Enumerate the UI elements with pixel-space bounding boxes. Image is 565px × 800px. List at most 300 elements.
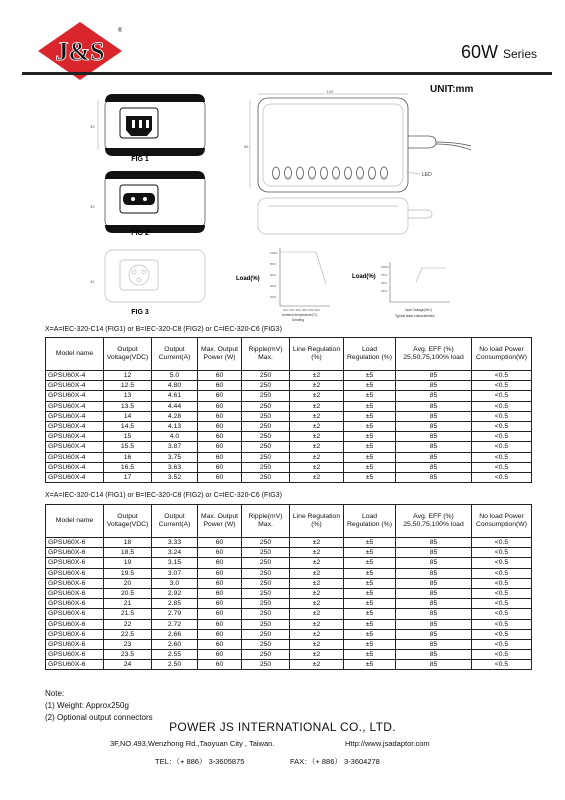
company-fax: FAX：（+ 886） 3-3604278	[290, 757, 380, 766]
header-voltage: Output Voltage(VDC)	[104, 505, 152, 538]
line-reg-cell: ±2	[290, 568, 344, 578]
model-cell: GPSU60X-4	[46, 381, 104, 391]
ripple-cell: 250	[242, 538, 290, 548]
current-cell: 3.33	[152, 538, 198, 548]
header-model: Model name	[46, 505, 104, 538]
table-row	[46, 568, 532, 578]
logo-text: J&S	[55, 37, 105, 66]
header-model: Model name	[46, 338, 104, 371]
table-row	[46, 538, 532, 548]
ripple-cell: 250	[242, 421, 290, 431]
table-row	[46, 371, 532, 381]
power-cell: 60	[198, 452, 242, 462]
eff-cell: 85	[396, 538, 472, 548]
ripple-cell: 250	[242, 578, 290, 588]
derating-ylabel: Load(%)	[236, 276, 260, 282]
static-ytick: 100%	[381, 265, 389, 269]
table-row	[46, 432, 532, 442]
power-cell: 60	[198, 599, 242, 609]
notes-title: Note:	[45, 689, 65, 698]
power-cell: 60	[198, 462, 242, 472]
load-reg-cell: ±5	[344, 639, 396, 649]
model-cell: GPSU60X-6	[46, 538, 104, 548]
fig1-label: FIG 1	[131, 156, 149, 163]
current-cell: 5.0	[152, 371, 198, 381]
eff-cell: 85	[396, 432, 472, 442]
noload-cell: <0.5	[472, 411, 532, 421]
current-cell: 4.28	[152, 411, 198, 421]
line-reg-cell: ±2	[290, 401, 344, 411]
header-current: Output Current(A)	[152, 505, 198, 538]
model-cell: GPSU60X-6	[46, 599, 104, 609]
ripple-cell: 250	[242, 371, 290, 381]
power-cell: 60	[198, 609, 242, 619]
line-reg-cell: ±2	[290, 558, 344, 568]
model-cell: GPSU60X-6	[46, 660, 104, 670]
voltage-cell: 20	[104, 578, 152, 588]
voltage-cell: 13	[104, 391, 152, 401]
derating-xticks: 10C 20C 30C 40C 50C 60C	[283, 308, 321, 312]
table-row	[46, 629, 532, 639]
table-row	[46, 639, 532, 649]
noload-cell: <0.5	[472, 442, 532, 452]
model-cell: GPSU60X-4	[46, 432, 104, 442]
model-cell: GPSU60X-6	[46, 588, 104, 598]
static-ytick: 50%	[381, 281, 388, 285]
fig2-dim: 33	[90, 204, 95, 209]
load-reg-cell: ±5	[344, 452, 396, 462]
header-line-reg: Line Regulation (%)	[290, 505, 344, 538]
current-cell: 3.15	[152, 558, 198, 568]
header-ripple: Ripple(mV) Max.	[242, 338, 290, 371]
derating-ytick: 40%	[270, 284, 277, 288]
current-cell: 4.61	[152, 391, 198, 401]
load-reg-cell: ±5	[344, 609, 396, 619]
header-line-reg: Line Regulation (%)	[290, 338, 344, 371]
ripple-cell: 250	[242, 452, 290, 462]
load-reg-cell: ±5	[344, 391, 396, 401]
current-cell: 3.63	[152, 462, 198, 472]
header-noload: No load Power Consumption(W)	[472, 505, 532, 538]
noload-cell: <0.5	[472, 660, 532, 670]
current-cell: 3.24	[152, 548, 198, 558]
noload-cell: <0.5	[472, 421, 532, 431]
current-cell: 4.80	[152, 381, 198, 391]
voltage-cell: 18	[104, 538, 152, 548]
table-row	[46, 401, 532, 411]
model-cell: GPSU60X-4	[46, 421, 104, 431]
model-cell: GPSU60X-4	[46, 452, 104, 462]
power-cell: 60	[198, 401, 242, 411]
header-power: Max. Output Power (W)	[198, 505, 242, 538]
static-ytick: 75%	[381, 273, 388, 277]
ripple-cell: 250	[242, 568, 290, 578]
load-reg-cell: ±5	[344, 558, 396, 568]
spec-table-1	[45, 337, 532, 483]
current-cell: 3.0	[152, 578, 198, 588]
derating-ytick: 60%	[270, 273, 277, 277]
line-reg-cell: ±2	[290, 432, 344, 442]
dim-height: 56	[244, 144, 249, 149]
table-row	[46, 578, 532, 588]
table-row	[46, 650, 532, 660]
dim-length: 100	[326, 89, 334, 94]
current-cell: 4.44	[152, 401, 198, 411]
voltage-cell: 24	[104, 660, 152, 670]
company-phone: TEL：（+ 886） 3-3605875	[155, 757, 245, 766]
load-reg-cell: ±5	[344, 432, 396, 442]
ripple-cell: 250	[242, 381, 290, 391]
eff-cell: 85	[396, 371, 472, 381]
load-reg-cell: ±5	[344, 411, 396, 421]
voltage-cell: 16	[104, 452, 152, 462]
noload-cell: <0.5	[472, 538, 532, 548]
noload-cell: <0.5	[472, 452, 532, 462]
eff-cell: 85	[396, 452, 472, 462]
derating-xlabel: Ambient temperature(°C)	[282, 313, 318, 317]
load-reg-cell: ±5	[344, 442, 396, 452]
derating-ytick: 20%	[270, 295, 277, 299]
load-reg-cell: ±5	[344, 548, 396, 558]
model-cell: GPSU60X-6	[46, 609, 104, 619]
noload-cell: <0.5	[472, 588, 532, 598]
power-cell: 60	[198, 442, 242, 452]
load-reg-cell: ±5	[344, 421, 396, 431]
line-reg-cell: ±2	[290, 442, 344, 452]
line-reg-cell: ±2	[290, 619, 344, 629]
line-reg-cell: ±2	[290, 391, 344, 401]
line-reg-cell: ±2	[290, 371, 344, 381]
power-cell: 60	[198, 538, 242, 548]
load-reg-cell: ±5	[344, 462, 396, 472]
current-cell: 2.72	[152, 619, 198, 629]
table-row	[46, 558, 532, 568]
eff-cell: 85	[396, 442, 472, 452]
ripple-cell: 250	[242, 599, 290, 609]
model-cell: GPSU60X-6	[46, 578, 104, 588]
power-cell: 60	[198, 568, 242, 578]
model-cell: GPSU60X-6	[46, 639, 104, 649]
voltage-cell: 14.5	[104, 421, 152, 431]
ripple-cell: 250	[242, 558, 290, 568]
adapter-top-view	[244, 89, 471, 192]
noload-cell: <0.5	[472, 639, 532, 649]
adapter-side-view	[258, 198, 432, 234]
model-cell: GPSU60X-4	[46, 472, 104, 482]
current-cell: 2.92	[152, 588, 198, 598]
model-cell: GPSU60X-6	[46, 629, 104, 639]
voltage-cell: 18.5	[104, 548, 152, 558]
table-row	[46, 421, 532, 431]
derating-title: Derating	[292, 318, 305, 322]
led-label: LED	[422, 172, 432, 178]
noload-cell: <0.5	[472, 401, 532, 411]
power-cell: 60	[198, 660, 242, 670]
power-cell: 60	[198, 619, 242, 629]
voltage-cell: 22.5	[104, 629, 152, 639]
table-row	[46, 462, 532, 472]
power-cell: 60	[198, 650, 242, 660]
voltage-cell: 15	[104, 432, 152, 442]
fig2-drawing	[90, 171, 205, 237]
mechanical-drawings	[90, 88, 550, 328]
table-row	[46, 452, 532, 462]
table-row	[46, 599, 532, 609]
voltage-cell: 23.5	[104, 650, 152, 660]
model-cell: GPSU60X-6	[46, 548, 104, 558]
current-cell: 2.66	[152, 629, 198, 639]
company-address: 3F,NO.493,Wenzhong Rd.,Taoyuan City , Taiwan.	[110, 739, 275, 748]
ripple-cell: 250	[242, 619, 290, 629]
table1-caption: X=A=IEC-320-C14 (FIG1) or B=IEC-320-C8 (FIG2) or C=IEC-320-C6 (FIG3)	[45, 326, 282, 333]
fig3-drawing	[90, 250, 205, 316]
table-header-row	[46, 505, 532, 538]
power-cell: 60	[198, 391, 242, 401]
header-eff: Avg. EFF (%) 25,50,75,100% load	[396, 505, 472, 538]
unit-label: UNIT:mm	[430, 84, 474, 95]
voltage-cell: 14	[104, 411, 152, 421]
model-cell: GPSU60X-4	[46, 462, 104, 472]
eff-cell: 85	[396, 391, 472, 401]
line-reg-cell: ±2	[290, 578, 344, 588]
company-name: POWER JS INTERNATIONAL CO., LTD.	[169, 720, 396, 734]
line-reg-cell: ±2	[290, 381, 344, 391]
company-website[interactable]: Http://www.jsadaptor.com	[345, 739, 430, 748]
header-noload: No load Power Consumption(W)	[472, 338, 532, 371]
noload-cell: <0.5	[472, 599, 532, 609]
noload-cell: <0.5	[472, 629, 532, 639]
load-reg-cell: ±5	[344, 660, 396, 670]
ripple-cell: 250	[242, 588, 290, 598]
load-reg-cell: ±5	[344, 619, 396, 629]
svg-text:®: ®	[118, 28, 122, 34]
line-reg-cell: ±2	[290, 411, 344, 421]
line-reg-cell: ±2	[290, 548, 344, 558]
eff-cell: 85	[396, 639, 472, 649]
eff-cell: 85	[396, 558, 472, 568]
power-cell: 60	[198, 421, 242, 431]
current-cell: 3.07	[152, 568, 198, 578]
line-reg-cell: ±2	[290, 609, 344, 619]
noload-cell: <0.5	[472, 432, 532, 442]
ripple-cell: 250	[242, 391, 290, 401]
voltage-cell: 21	[104, 599, 152, 609]
static-characteristics-graph	[352, 262, 450, 318]
power-cell: 60	[198, 472, 242, 482]
line-reg-cell: ±2	[290, 629, 344, 639]
eff-cell: 85	[396, 619, 472, 629]
noload-cell: <0.5	[472, 578, 532, 588]
header-ripple: Ripple(mV) Max.	[242, 505, 290, 538]
static-ylabel: Load(%)	[352, 274, 376, 280]
fig2-label: FIG 2	[131, 230, 149, 237]
note-item: (2) Optional output connectors	[45, 713, 153, 722]
current-cell: 2.79	[152, 609, 198, 619]
line-reg-cell: ±2	[290, 421, 344, 431]
table-row	[46, 660, 532, 670]
current-cell: 4.13	[152, 421, 198, 431]
eff-cell: 85	[396, 472, 472, 482]
line-reg-cell: ±2	[290, 588, 344, 598]
notes	[45, 688, 153, 724]
ripple-cell: 250	[242, 462, 290, 472]
table-row	[46, 391, 532, 401]
voltage-cell: 21.5	[104, 609, 152, 619]
line-reg-cell: ±2	[290, 650, 344, 660]
noload-cell: <0.5	[472, 371, 532, 381]
ripple-cell: 250	[242, 411, 290, 421]
power-cell: 60	[198, 371, 242, 381]
load-reg-cell: ±5	[344, 599, 396, 609]
ripple-cell: 250	[242, 442, 290, 452]
current-cell: 2.55	[152, 650, 198, 660]
table-row	[46, 588, 532, 598]
noload-cell: <0.5	[472, 462, 532, 472]
eff-cell: 85	[396, 548, 472, 558]
power-cell: 60	[198, 411, 242, 421]
ripple-cell: 250	[242, 650, 290, 660]
model-cell: GPSU60X-4	[46, 391, 104, 401]
static-title: Typical static characteristics	[395, 314, 435, 318]
line-reg-cell: ±2	[290, 538, 344, 548]
header-current: Output Current(A)	[152, 338, 198, 371]
load-reg-cell: ±5	[344, 371, 396, 381]
table-header-row	[46, 338, 532, 371]
voltage-cell: 13.5	[104, 401, 152, 411]
model-cell: GPSU60X-4	[46, 411, 104, 421]
power-cell: 60	[198, 629, 242, 639]
model-cell: GPSU60X-6	[46, 558, 104, 568]
table-row	[46, 411, 532, 421]
table-row	[46, 381, 532, 391]
ripple-cell: 250	[242, 609, 290, 619]
line-reg-cell: ±2	[290, 452, 344, 462]
voltage-cell: 19.5	[104, 568, 152, 578]
header-power: Max. Output Power (W)	[198, 338, 242, 371]
load-reg-cell: ±5	[344, 629, 396, 639]
load-reg-cell: ±5	[344, 578, 396, 588]
header-load-reg: Load Regulation (%)	[344, 505, 396, 538]
noload-cell: <0.5	[472, 391, 532, 401]
eff-cell: 85	[396, 599, 472, 609]
table-row	[46, 619, 532, 629]
current-cell: 4.0	[152, 432, 198, 442]
model-cell: GPSU60X-4	[46, 371, 104, 381]
noload-cell: <0.5	[472, 381, 532, 391]
power-cell: 60	[198, 381, 242, 391]
load-reg-cell: ±5	[344, 568, 396, 578]
voltage-cell: 16.5	[104, 462, 152, 472]
load-reg-cell: ±5	[344, 538, 396, 548]
load-reg-cell: ±5	[344, 588, 396, 598]
model-cell: GPSU60X-6	[46, 568, 104, 578]
ripple-cell: 250	[242, 432, 290, 442]
header-rule	[22, 72, 552, 75]
table-row	[46, 472, 532, 482]
voltage-cell: 12.5	[104, 381, 152, 391]
ripple-cell: 250	[242, 548, 290, 558]
power-cell: 60	[198, 548, 242, 558]
eff-cell: 85	[396, 609, 472, 619]
voltage-cell: 12	[104, 371, 152, 381]
series-title	[461, 42, 537, 63]
line-reg-cell: ±2	[290, 472, 344, 482]
line-reg-cell: ±2	[290, 462, 344, 472]
eff-cell: 85	[396, 401, 472, 411]
eff-cell: 85	[396, 650, 472, 660]
model-cell: GPSU60X-6	[46, 650, 104, 660]
voltage-cell: 23	[104, 639, 152, 649]
current-cell: 2.50	[152, 660, 198, 670]
fig3-dim: 33	[90, 279, 95, 284]
ripple-cell: 250	[242, 660, 290, 670]
power-cell: 60	[198, 588, 242, 598]
vent-slots	[273, 167, 388, 179]
table-row	[46, 609, 532, 619]
table-row	[46, 548, 532, 558]
ripple-cell: 250	[242, 401, 290, 411]
line-reg-cell: ±2	[290, 599, 344, 609]
noload-cell: <0.5	[472, 619, 532, 629]
power-cell: 60	[198, 432, 242, 442]
model-cell: GPSU60X-4	[46, 442, 104, 452]
eff-cell: 85	[396, 411, 472, 421]
ripple-cell: 250	[242, 629, 290, 639]
current-cell: 3.75	[152, 452, 198, 462]
line-reg-cell: ±2	[290, 639, 344, 649]
series-main: 60W	[460, 42, 498, 62]
fig1-dim: 33	[90, 124, 95, 129]
load-reg-cell: ±5	[344, 381, 396, 391]
noload-cell: <0.5	[472, 558, 532, 568]
eff-cell: 85	[396, 578, 472, 588]
load-reg-cell: ±5	[344, 401, 396, 411]
eff-cell: 85	[396, 462, 472, 472]
eff-cell: 85	[396, 588, 472, 598]
derating-ytick: 80%	[270, 262, 277, 266]
power-cell: 60	[198, 639, 242, 649]
voltage-cell: 17	[104, 472, 152, 482]
current-cell: 2.60	[152, 639, 198, 649]
static-xlabel: Input Voltage(VAC)	[405, 308, 433, 312]
noload-cell: <0.5	[472, 650, 532, 660]
line-reg-cell: ±2	[290, 660, 344, 670]
header-voltage: Output Voltage(VDC)	[104, 338, 152, 371]
header-eff: Avg. EFF (%) 25,50,75,100% load	[396, 338, 472, 371]
power-cell: 60	[198, 558, 242, 568]
voltage-cell: 20.5	[104, 588, 152, 598]
fig3-label: FIG 3	[131, 309, 149, 316]
eff-cell: 85	[396, 660, 472, 670]
load-reg-cell: ±5	[344, 472, 396, 482]
voltage-cell: 15.5	[104, 442, 152, 452]
header-load-reg: Load Regulation (%)	[344, 338, 396, 371]
table2-caption: X=A=IEC-320-C14 (FIG1) or B=IEC-320-C8 (FIG2) or C=IEC-320-C6 (FIG3)	[45, 492, 282, 499]
voltage-cell: 19	[104, 558, 152, 568]
noload-cell: <0.5	[472, 609, 532, 619]
spec-table-2	[45, 504, 532, 670]
noload-cell: <0.5	[472, 472, 532, 482]
current-cell: 3.87	[152, 442, 198, 452]
derating-ytick: 100%	[270, 251, 278, 255]
eff-cell: 85	[396, 381, 472, 391]
noload-cell: <0.5	[472, 548, 532, 558]
eff-cell: 85	[396, 568, 472, 578]
voltage-cell: 22	[104, 619, 152, 629]
model-cell: GPSU60X-4	[46, 401, 104, 411]
load-reg-cell: ±5	[344, 650, 396, 660]
ripple-cell: 250	[242, 472, 290, 482]
